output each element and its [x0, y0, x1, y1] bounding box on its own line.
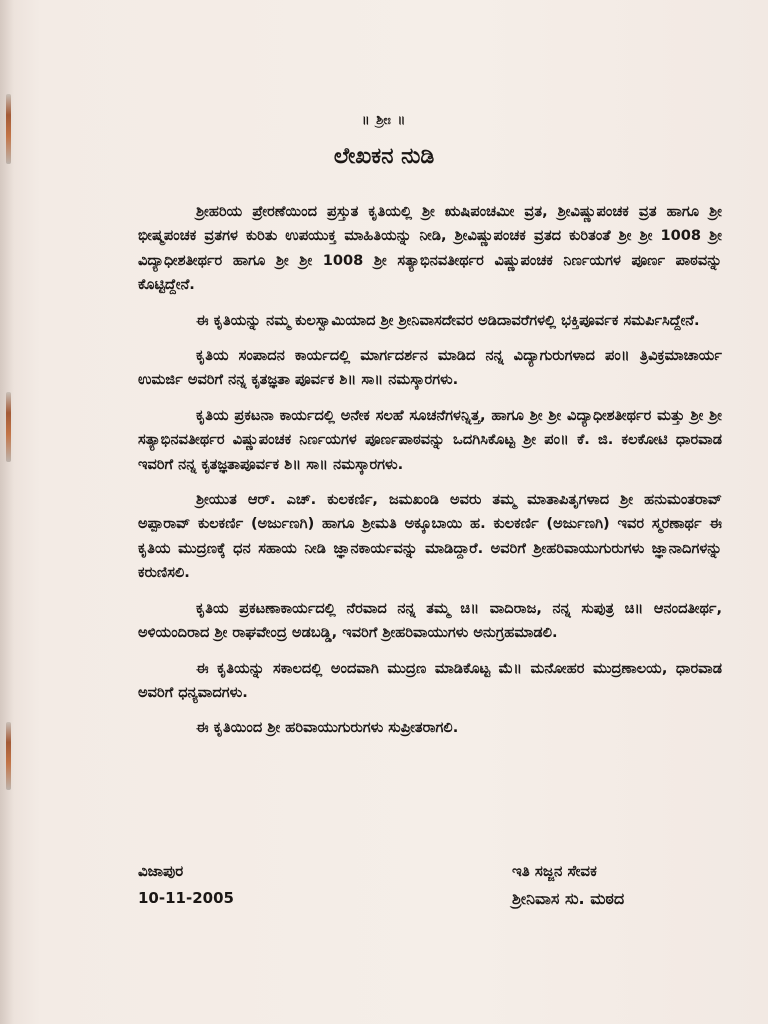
paragraph-1: ಶ್ರೀಹರಿಯ ಪ್ರೇರಣೆಯಿಂದ ಪ್ರಸ್ತುತ ಕೃತಿಯಲ್ಲಿ ಶ್ರೀ ಋಷಿಪಂಚಮೀ ವ್ರತ, ಶ್ರೀವಿಷ್ಣುಪಂಚಕ ವ್ರತ ಹಾಗೂ ಶ್ರೀ ಭೀಷ್ಮಪಂಚಕ ವ್ರತಗಳ ಕುರಿತು ಉಪಯುಕ್ತ ಮಾಹಿತಿಯನ್ನು ನೀಡಿ, ಶ್ರೀವಿಷ್ಣುಪಂಚಕ ವ್ರತದ ಕುರಿತಂತೆ ಶ್ರೀ ಶ್ರೀ 1008 ಶ್ರೀ ವಿದ್ಯಾಧೀಶತೀರ್ಥರ ಹಾಗೂ ಶ್ರೀ ಶ್ರೀ 1008 ಶ್ರೀ ಸತ್ಯಾಭಿನವತೀರ್ಥರ ವಿಷ್ಣುಪಂಚಕ ನಿರ್ಣಯಗಳ ಪೂರ್ಣ ಪಾಠವನ್ನು ಕೊಟ್ಟಿದ್ದೇನೆ. [138, 203, 722, 294]
page-title: ಲೇಖಕನ ನುಡಿ [333, 144, 435, 169]
footer-place: ವಿಜಾಪುರ [138, 862, 184, 880]
paragraph-7: ಈ ಕೃತಿಯನ್ನು ಸಕಾಲದಲ್ಲಿ ಅಂದವಾಗಿ ಮುದ್ರಣ ಮಾಡಿಕೊಟ್ಟ ಮೆ॥ ಮನೋಹರ ಮುದ್ರಣಾಲಯ, ಧಾರವಾಡ ಅವರಿಗೆ ಧನ್ಯವಾದಗಳು. [138, 659, 722, 701]
paragraph-6: ಕೃತಿಯ ಪ್ರಕಟಣಾಕಾರ್ಯದಲ್ಲಿ ನೆರವಾದ ನನ್ನ ತಮ್ಮ ಚಿ॥ ವಾದಿರಾಜ, ನನ್ನ ಸುಪುತ್ರ ಚಿ॥ ಆನಂದತೀರ್ಥ, ಅಳಿಯಂದಿರಾದ ಶ್ರೀ ರಾಘವೇಂದ್ರ ಅಡಬಡ್ಡಿ, ಇವರಿಗೆ ಶ್ರೀಹರಿವಾಯುಗಳು ಅನುಗ್ರಹಮಾಡಲಿ. [138, 599, 722, 642]
footer-signature [512, 858, 624, 912]
paragraph-8: ಈ ಕೃತಿಯಿಂದ ಶ್ರೀ ಹರಿವಾಯುಗುರುಗಳು ಸುಪ್ರೀತರಾಗಲಿ. [196, 719, 459, 737]
footer-place-date [138, 858, 234, 912]
paragraph-3: ಕೃತಿಯ ಸಂಪಾದನ ಕಾರ್ಯದಲ್ಲಿ ಮಾರ್ಗದರ್ಶನ ಮಾಡಿದ ನನ್ನ ವಿದ್ಯಾಗುರುಗಳಾದ ಪಂ॥ ತ್ರಿವಿಕ್ರಮಾಚಾರ್ಯ ಉಮರ್ಜಿ ಅವರಿಗೆ ನನ್ನ ಕೃತಜ್ಞತಾ ಪೂರ್ವಕ ಶಿ॥ ಸಾ॥ ನಮಸ್ಕಾರಗಳು. [138, 347, 722, 389]
paragraph-5: ಶ್ರೀಯುತ ಆರ್. ಎಚ್. ಕುಲಕರ್ಣಿ, ಜಮಖಂಡಿ ಅವರು ತಮ್ಮ ಮಾತಾಪಿತೃಗಳಾದ ಶ್ರೀ ಹನುಮಂತರಾವ್ ಅಪ್ಪಾರಾವ್ ಕುಲಕರ್ಣಿ (ಅರ್ಜುಣಗಿ) ಹಾಗೂ ಶ್ರೀಮತಿ ಅಕ್ಕೂಬಾಯಿ ಹ. ಕುಲಕರ್ಣಿ (ಅರ್ಜುಣಗಿ) ಇವರ ಸ್ಮರಣಾರ್ಥ ಈ ಕೃತಿಯ ಮುದ್ರಣಕ್ಕೆ ಧನ ಸಹಾಯ ನೀಡಿ ಜ್ಞಾನಕಾರ್ಯವನ್ನು ಮಾಡಿದ್ದಾರೆ. ಅವರಿಗೆ ಶ್ರೀಹರಿವಾಯುಗುರುಗಳು ಜ್ಞಾನಾದಿಗಳನ್ನು ಕರುಣಿಸಲಿ. [138, 491, 722, 582]
preface-body [138, 200, 722, 752]
paragraph-4: ಕೃತಿಯ ಪ್ರಕಟನಾ ಕಾರ್ಯದಲ್ಲಿ ಅನೇಕ ಸಲಹೆ ಸೂಚನೆಗಳನ್ನಿತ್ತ, ಹಾಗೂ ಶ್ರೀ ಶ್ರೀ ವಿದ್ಯಾಧೀಶತೀರ್ಥರ ಮತ್ತು ಶ್ರೀ ಶ್ರೀ ಸತ್ಯಾಭಿನವತೀರ್ಥರ ವಿಷ್ಣುಪಂಚಕ ನಿರ್ಣಯಗಳ ಪೂರ್ಣಪಾಠವನ್ನು ಒದಗಿಸಿಕೊಟ್ಟ ಶ್ರೀ ಪಂ॥ ಕೆ. ಜಿ. ಕಲಕೋಟಿ ಧಾರವಾಡ ಇವರಿಗೆ ನನ್ನ ಕೃತಜ್ಞತಾಪೂರ್ವಕ ಶಿ॥ ಸಾ॥ ನಮಸ್ಕಾರಗಳು. [138, 406, 722, 473]
paragraph-2: ಈ ಕೃತಿಯನ್ನು ನಮ್ಮ ಕುಲಸ್ವಾಮಿಯಾದ ಶ್ರೀ ಶ್ರೀನಿವಾಸದೇವರ ಅಡಿದಾವರೆಗಳಲ್ಲಿ ಭಕ್ತಿಪೂರ್ವಕ ಸಮರ್ಪಿಸಿದ್ದೇನೆ. [196, 311, 700, 329]
staple-bottom [6, 722, 11, 790]
invocation-mark: ॥ ಶ್ರೀಃ ॥ [361, 113, 407, 128]
footer-closing: ಇತಿ ಸಜ್ಜನ ಸೇವಕ [512, 862, 597, 880]
staple-middle [6, 392, 11, 462]
footer-date: 10-11-2005 [138, 889, 234, 907]
footer-author: ಶ್ರೀನಿವಾಸ ಸು. ಮಠದ [512, 889, 625, 908]
